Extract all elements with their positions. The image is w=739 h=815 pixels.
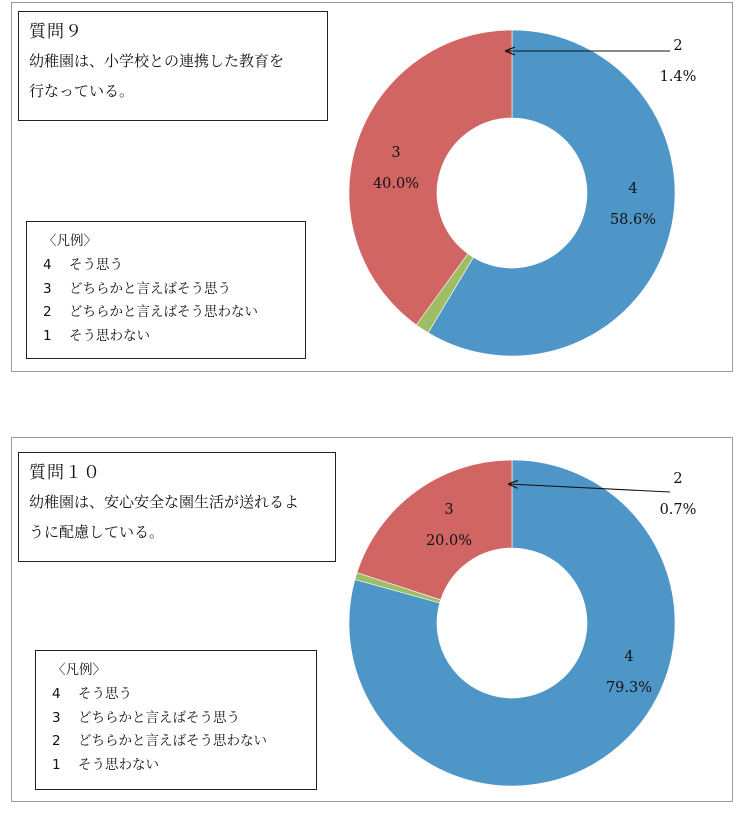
data-label-value-3: 20.0% <box>425 533 473 549</box>
legend-num: 2 <box>43 304 52 320</box>
data-label-category-2: 2 <box>673 471 683 487</box>
legend-num: 2 <box>52 733 61 749</box>
question-title: 質問１０ <box>29 463 101 483</box>
data-label-value-4: 58.6% <box>609 212 657 228</box>
legend-num: 4 <box>52 686 61 702</box>
question-title: 質問９ <box>29 22 83 42</box>
data-label-category-4: 4 <box>624 649 634 665</box>
question-text-line-2: うに配慮している。 <box>29 523 165 541</box>
data-label-value-2: 1.4% <box>659 69 697 85</box>
chart-panel-q10 <box>11 437 733 802</box>
data-label-value-3: 40.0% <box>372 176 420 192</box>
legend-text: どちらかと言えばそう思わない <box>69 304 258 320</box>
legend-num: 3 <box>52 709 61 726</box>
legend-text: そう思わない <box>69 327 150 344</box>
chart-panel-q9 <box>11 2 733 372</box>
legend-num: 3 <box>43 280 52 297</box>
legend-text: そう思わない <box>78 756 159 773</box>
legend-text: どちらかと言えばそう思う <box>69 280 231 297</box>
donut-slice-3 <box>357 460 512 600</box>
data-label-category-4: 4 <box>628 181 638 197</box>
question-text-line-1: 幼稚園は、小学校との連携した教育を <box>29 52 285 70</box>
data-label-value-4: 79.3% <box>605 680 653 696</box>
legend-text: どちらかと言えばそう思う <box>78 709 240 726</box>
question-text-line-1: 幼稚園は、安心安全な園生活が送れるよ <box>29 493 300 511</box>
legend-text: どちらかと言えばそう思わない <box>78 733 267 749</box>
data-label-value-2: 0.7% <box>659 502 697 518</box>
legend-num: 1 <box>43 327 52 344</box>
legend-num: 1 <box>52 756 61 773</box>
data-label-category-3: 3 <box>391 145 401 161</box>
legend-title: 〈凡例〉 <box>52 662 106 678</box>
donut-chart-q10 <box>12 438 732 801</box>
legend-text: そう思う <box>78 686 132 702</box>
donut-chart-q9 <box>12 3 732 371</box>
data-label-category-3: 3 <box>444 502 454 518</box>
question-text-line-2: 行なっている。 <box>29 82 135 100</box>
legend-text: そう思う <box>69 257 123 273</box>
legend-num: 4 <box>43 257 52 273</box>
data-label-category-2: 2 <box>673 38 683 54</box>
legend-title: 〈凡例〉 <box>43 233 97 249</box>
